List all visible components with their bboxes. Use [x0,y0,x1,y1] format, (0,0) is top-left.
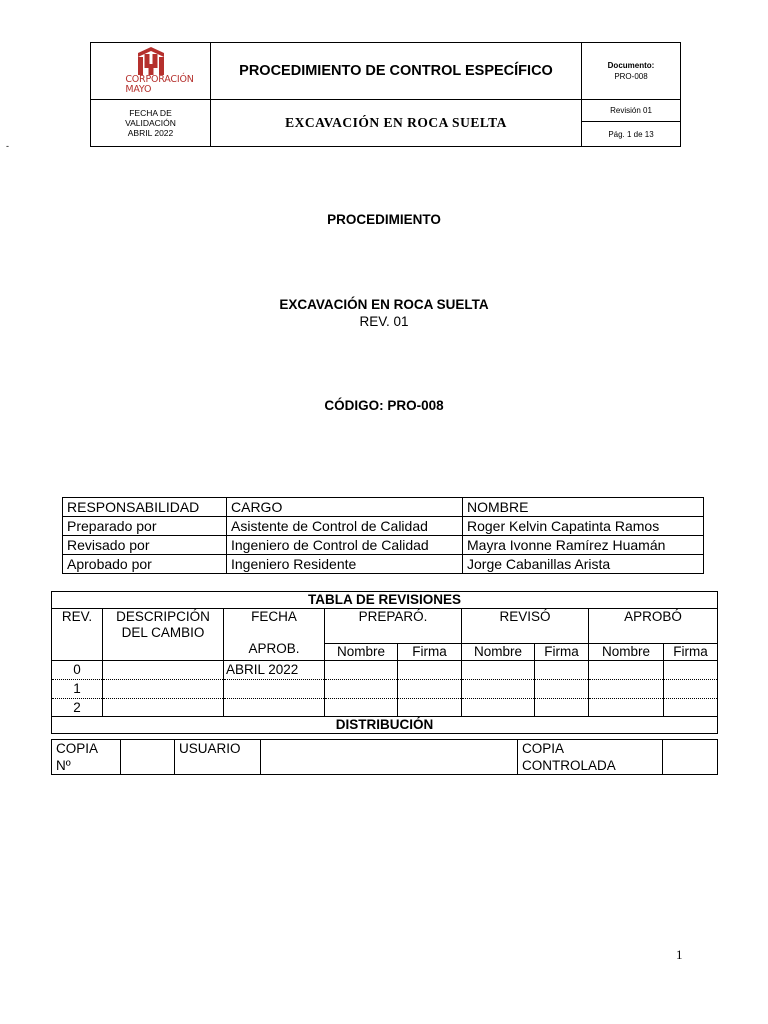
table-row [63,536,704,555]
rev-date [224,699,325,717]
rev-number: 2 [52,699,103,717]
row-position: Ingeniero de Control de Calidad [227,536,463,555]
header-nombre: NOMBRE [463,498,704,517]
table-row [63,555,704,574]
sub-firma: Firma [535,644,589,661]
header-cargo: CARGO [227,498,463,517]
col-description [103,609,224,661]
header-subtitle: EXCAVACIÓN EN ROCA SUELTA [211,100,582,147]
controlada-line2: CONTROLADA [522,758,616,773]
logo-cell [91,43,211,100]
copia-label-line2: Nº [56,758,71,773]
table-row [63,517,704,536]
validation-label-1: FECHA DE [129,108,172,118]
copia-controlada-label [518,740,663,775]
distribution-title: DISTRIBUCIÓN [52,717,718,734]
page-indicator: Pág. 1 de 13 [582,122,681,147]
margin-mark: - [6,141,9,151]
document-header [90,42,681,147]
table-row [52,661,718,680]
col-reviso: REVISÓ [462,609,589,644]
table-row [52,699,718,717]
col-rev: REV. [52,609,103,661]
table-row [52,680,718,699]
validation-date: ABRIL 2022 [127,128,174,138]
col-fecha-line1: FECHA [251,609,297,624]
title-procedimiento: PROCEDIMIENTO [327,212,441,227]
title-procedure-name: EXCAVACIÓN EN ROCA SUELTA [279,297,489,312]
page-number: 1 [676,947,683,962]
row-name: Roger Kelvin Capatinta Ramos [463,517,704,536]
usuario-label: USUARIO [175,740,261,775]
revision-label: Revisión 01 [582,100,681,122]
copia-number-label [52,740,121,775]
copia-label-line1: COPIA [56,741,99,756]
sub-nombre: Nombre [325,644,398,661]
header-document-cell [582,43,681,100]
usuario-value [261,740,518,775]
row-position: Ingeniero Residente [227,555,463,574]
col-description-line1: DESCRIPCIÓN [116,609,210,624]
sub-nombre: Nombre [589,644,664,661]
document-code: PRO-008 [614,72,648,81]
row-name: Jorge Cabanillas Arista [463,555,704,574]
sub-firma: Firma [398,644,462,661]
controlada-line1: COPIA [522,741,565,756]
title-codigo: CÓDIGO: PRO-008 [324,398,444,413]
distribution-table [51,739,718,775]
revisions-table [51,591,718,734]
responsibility-table [62,497,704,574]
logo-text-line1: CORPORACIÓN [125,74,194,85]
rev-date: ABRIL 2022 [224,661,325,680]
validation-label-2: VALIDACIÓN [125,118,176,128]
title-revision: REV. 01 [359,314,409,329]
rev-number: 0 [52,661,103,680]
rev-number: 1 [52,680,103,699]
row-position: Asistente de Control de Calidad [227,517,463,536]
company-logo [91,47,210,95]
col-preparo: PREPARÓ. [325,609,462,644]
corporacion-mayo-logo-icon [136,47,166,75]
sub-firma: Firma [664,644,718,661]
row-role: Preparado por [63,517,227,536]
col-fecha [224,609,325,661]
copia-controlada-value [663,740,718,775]
rev-date [224,680,325,699]
responsibility-header-row [63,498,704,517]
header-responsabilidad: RESPONSABILIDAD [63,498,227,517]
col-aprobo: APROBÓ [589,609,718,644]
row-name: Mayra Ivonne Ramírez Huamán [463,536,704,555]
logo-text-line2: MAYO [125,84,152,95]
col-fecha-line2: APROB. [248,641,300,656]
document-label: Documento: [607,61,655,70]
row-role: Aprobado por [63,555,227,574]
revisions-title: TABLA DE REVISIONES [52,592,718,609]
col-description-line2: DEL CAMBIO [121,625,205,640]
validation-date-cell [91,100,211,147]
copia-number-value [121,740,175,775]
sub-nombre: Nombre [462,644,535,661]
row-role: Revisado por [63,536,227,555]
header-title: PROCEDIMIENTO DE CONTROL ESPECÍFICO [211,43,582,100]
